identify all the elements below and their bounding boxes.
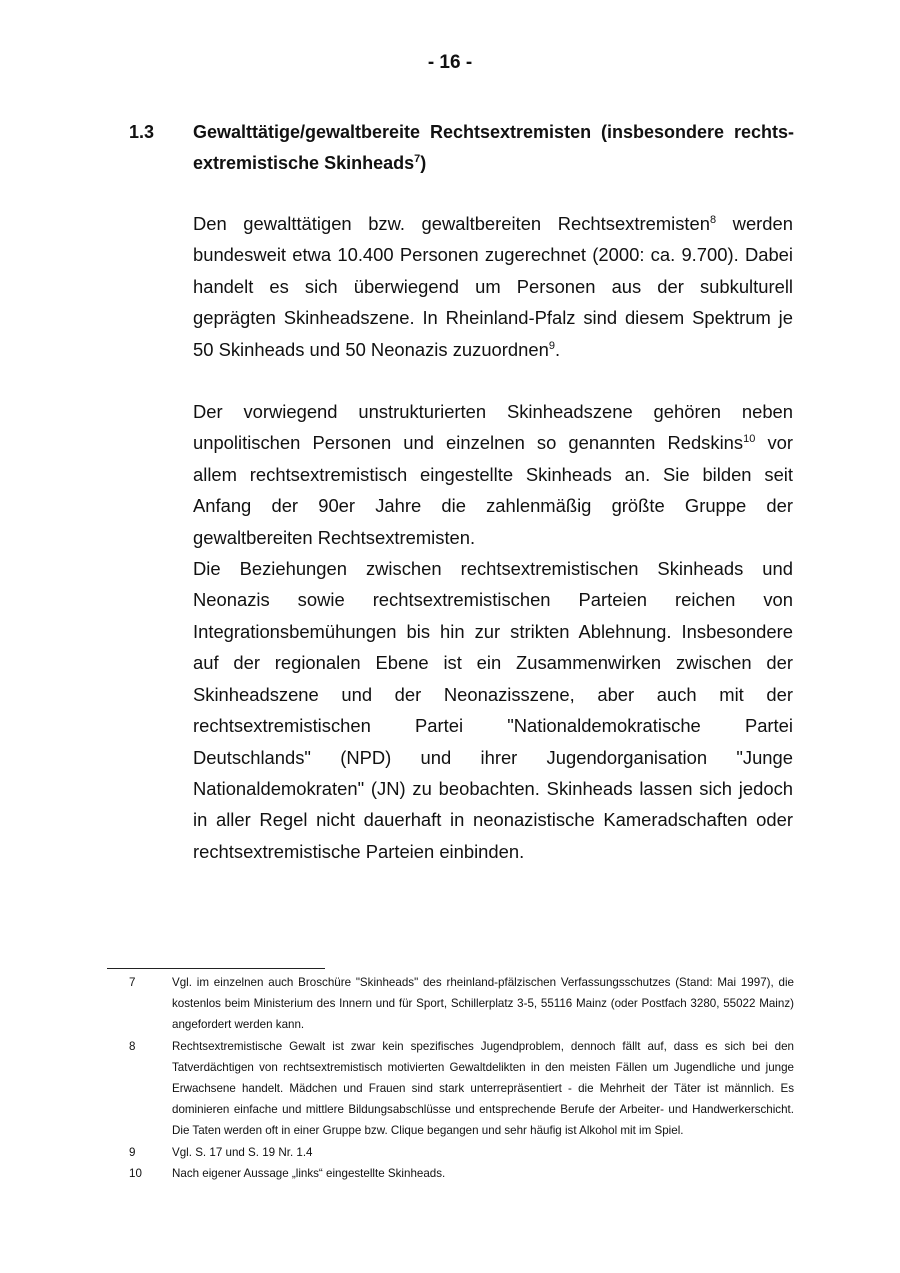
footnote-text: Nach eigener Aussage „links“ eingestellte Skinheads.	[172, 1166, 446, 1180]
footnote-7	[129, 972, 794, 1036]
footnote-ref-9[interactable]: 9	[548, 339, 555, 352]
footnote-10	[129, 1163, 794, 1184]
section-title	[193, 117, 794, 179]
paragraph-1-text-b: werden bundesweit etwa 10.400 Personen zugerechnet (2000: ca. 9.700). Dabei handelt es sich überwiegend um Personen aus der subkulturell geprägten Skinheadszene. In Rheinland-Pfalz sind diesem Spektrum je 50 Skinheads und 50 Neonazis zuzuordnen	[193, 213, 793, 360]
footnote-ref-10[interactable]: 10	[743, 433, 756, 446]
section-title-text: Gewalttätige/gewaltbereite Rechtsextremisten (insbesondere rechts-extremistische Skinheads	[193, 122, 794, 173]
footnote-text: Rechtsextremistische Gewalt ist zwar kein spezifisches Jugendproblem, dennoch fällt auf, dass es sich bei den Tatverdächtigen von rechtsextremistisch motivierten Gewaltdelikten in den meisten Fällen um Jugendliche und junge Erwachsene handelt. Mädchen und Frauen sind stark unterrepräsentiert - die Mehrheit der Täter ist männlich. Es dominieren einfache und mittlere Bildungsabschlüsse und entsprechende Berufe der Arbeiter- und Handwerkerschicht. Die Taten werden oft in einer Gruppe bzw. Clique begangen und sehr häufig ist Alkohol mit im Spiel.	[172, 1039, 794, 1138]
body-text	[193, 208, 793, 867]
paragraph-2-text-a: Der vorwiegend unstrukturierten Skinheadszene gehören neben unpolitischen Personen und einzelnen so genannten Redskins	[193, 401, 793, 454]
footnote-number: 9	[129, 1145, 136, 1159]
footnote-text: Vgl. im einzelnen auch Broschüre "Skinheads" des rheinland-pfälzischen Verfassungsschutzes (Stand: Mai 1997), die kostenlos beim Ministerium des Innern und für Sport, Schillerplatz 3-5, 55116 Mainz (oder Postfach 3280, 55022 Mainz) angefordert werden kann.	[172, 976, 794, 1032]
footnote-number: 10	[129, 1166, 142, 1180]
page-number: - 16 -	[427, 52, 473, 73]
section-number: 1.3	[129, 122, 155, 142]
footnote-number: 8	[129, 1039, 136, 1053]
footnote-ref-8[interactable]: 8	[710, 213, 717, 226]
footnote-ref-7[interactable]: 7	[414, 153, 421, 165]
paragraph-1-text-a: Den gewalttätigen bzw. gewaltbereiten Rechtsextremisten	[193, 213, 710, 234]
footnotes	[129, 972, 794, 1184]
paragraph-2	[193, 396, 793, 553]
footnote-divider	[107, 968, 325, 969]
paragraph-gap	[193, 365, 793, 396]
paragraph-1-text-c: .	[554, 338, 561, 360]
paragraph-3: Die Beziehungen zwischen rechtsextremistischen Skinheads und Neonazis sowie rechtsextremistischen Parteien reichen von Integrationsbemühungen bis hin zur strikten Ablehnung. Insbesondere auf der regionalen Ebene ist ein Zusammenwirken zwischen der Skinheadszene und der Neonazisszene, aber auch mit der rechtsextremistischen Partei "Nationaldemokratische Partei Deutschlands" (NPD) und ihrer Jugendorganisation "Junge Nationaldemokraten" (JN) zu beobachten. Skinheads lassen sich jedoch in aller Regel nicht dauerhaft in neonazistische Kameradschaften oder rechtsextremistische Parteien einbinden.	[193, 558, 793, 862]
section-title-close: )	[420, 153, 427, 173]
footnote-8	[129, 1036, 794, 1142]
footnote-number: 7	[129, 976, 136, 989]
footnote-9	[129, 1142, 794, 1163]
paragraph-1	[193, 208, 793, 365]
footnote-text: Vgl. S. 17 und S. 19 Nr. 1.4	[172, 1145, 313, 1159]
paragraph-2-text-b: vor allem rechtsextremistisch eingestellte Skinheads an. Sie bilden seit Anfang der 90er Jahre die zahlenmäßig größte Gruppe der gewaltbereiten Rechtsextremisten.	[193, 432, 793, 548]
